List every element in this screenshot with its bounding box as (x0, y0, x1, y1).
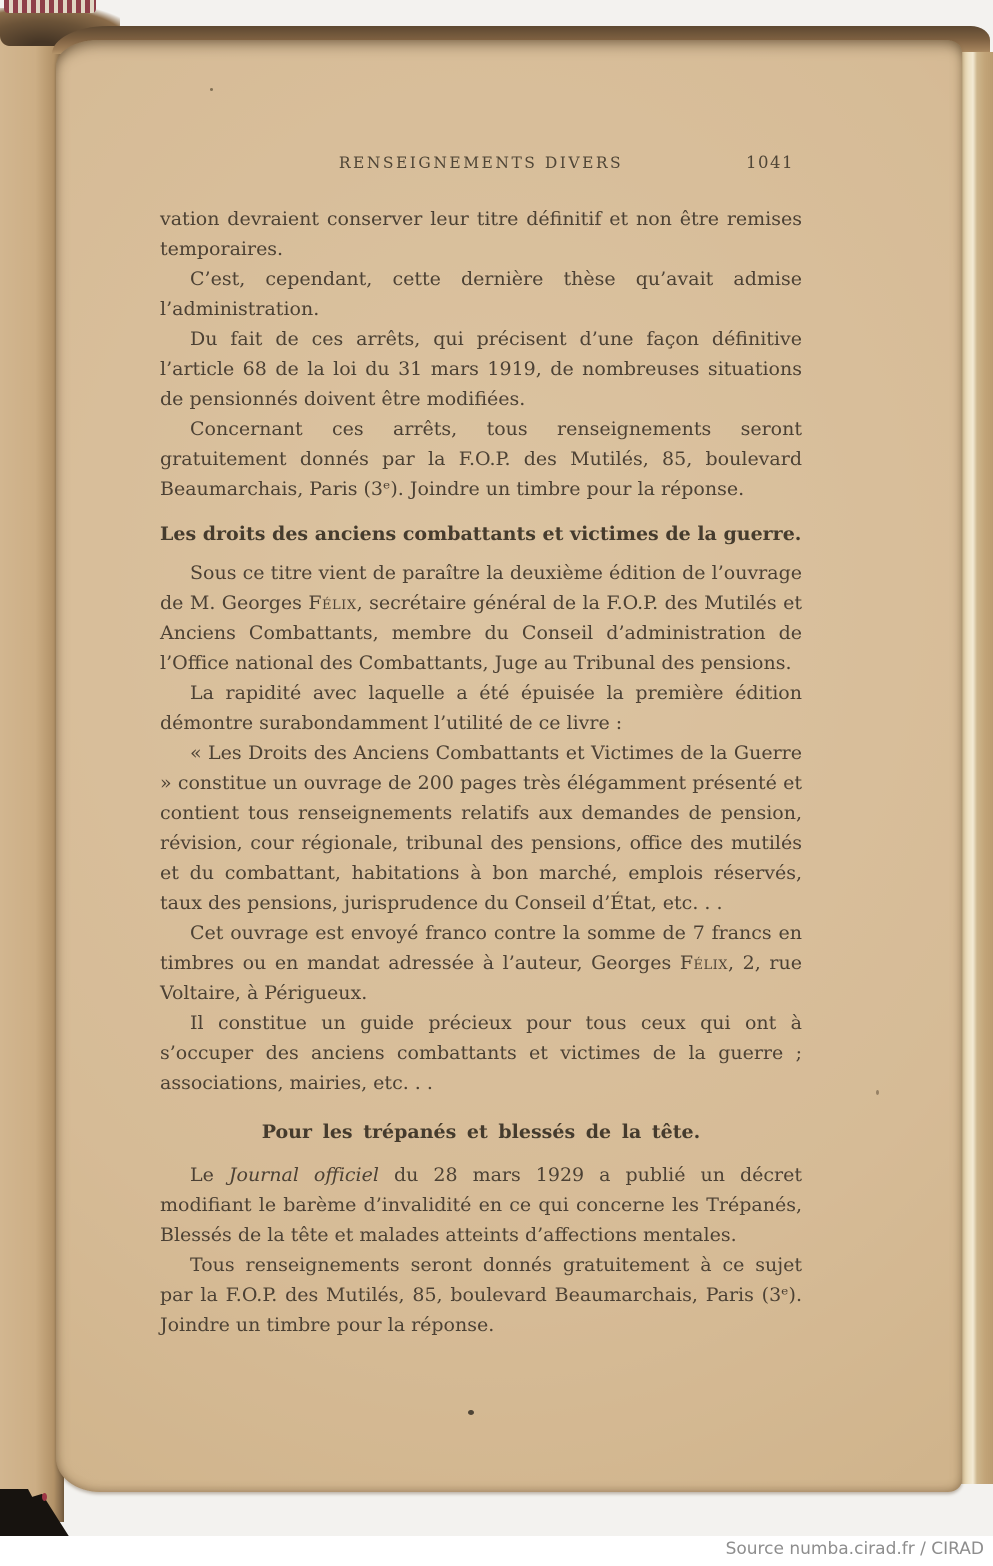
paragraph-sous-part-a: Sous ce titre vient de paraître la deuxième édition de l’ouvrage de M. Georges (160, 562, 802, 614)
journal-officiel-italic: Journal officiel (228, 1164, 379, 1186)
book-headband (4, 0, 96, 13)
paragraph-sous-part-b: , secrétaire général de la F.O.P. des Mutilés et Anciens Combattants, membre du Conseil d’administration de l’Office national des Combattants, Juge au Tribunal des pensions. (160, 592, 803, 674)
left-page-edge (0, 24, 64, 1522)
cover-red-speck (42, 1493, 47, 1501)
paragraph-guide: Il constitue un guide précieux pour tous ceux qui ont à s’occuper des anciens combattants et victimes de la guerre ; associations, mairies, etc. . . (160, 1012, 802, 1094)
paragraph-arrets: Du fait de ces arrêts, qui précisent d’une façon définitive l’article 68 de la loi du 31 mars 1919, de nombreuses situations de pensionnés doivent être modifiées. (160, 328, 802, 410)
paragraph-jo-part-a: Le (190, 1164, 229, 1186)
source-credit: Source numba.cirad.fr / CIRAD (0, 1536, 993, 1566)
running-header (160, 148, 802, 178)
paragraph-envoi (160, 918, 802, 1008)
paragraph-continuation: vation devraient conserver leur titre définitif et non être remises temporaires. (160, 208, 802, 260)
paragraph-envoi-part-a: Cet ouvrage est envoyé franco contre la somme de 7 francs en timbres ou en mandat adressée à l’auteur, Georges (160, 922, 802, 974)
author-name-smallcaps: Félix (308, 592, 357, 614)
paragraph-tous-renseignements: Tous renseignements seront donnés gratuitement à ce sujet par la F.O.P. des Mutilés, 85, boulevard Beaumarchais, Paris (3ᵉ). Joindre un timbre pour la réponse. (160, 1254, 802, 1336)
paragraph-admin: C’est, cependant, cette dernière thèse qu’avait admise l’administration. (160, 268, 802, 320)
running-header-title: RENSEIGNEMENTS DIVERS (338, 154, 624, 172)
ornament-dot (468, 1410, 474, 1415)
paragraph-sous-ce-titre (160, 558, 802, 678)
paragraph-envoi-part-b: , 2, rue Voltaire, à Périgueux. (160, 952, 802, 1004)
section-heading-droits: Les droits des anciens combattants et victimes de la guerre. (160, 523, 802, 545)
author-name-smallcaps: Félix (679, 952, 729, 974)
paper-speck (210, 88, 213, 91)
section-heading-trepanes: Pour les trépanés et blessés de la tête. (261, 1121, 701, 1143)
paper-speck (876, 1090, 879, 1095)
paragraph-journal-officiel (160, 1160, 802, 1250)
page-number: 1041 (746, 153, 794, 172)
paragraph-citation-ouvrage: « Les Droits des Anciens Combattants et Victimes de la Guerre » constitue un ouvrage de 200 pages très élégamment présenté et contient tous renseignements relatifs aux demandes de pension, révision, cour régionale, tribunal des pensions, office des mutilés et du combattant, habitations à bon marché, emplois réservés, taux des pensions, jurisprudence du Conseil d’État, etc. . . (160, 742, 802, 914)
paragraph-jo-part-b: du 28 mars 1929 a publié un décret modifiant le barème d’invalidité en ce qui concerne les Trépanés, Blessés de la tête et malades atteints d’affections mentales. (160, 1164, 802, 1246)
paragraph-concernant: Concernant ces arrêts, tous renseignements seront gratuitement donnés par la F.O.P. des Mutilés, 85, boulevard Beaumarchais, Paris (3ᵉ). Joindre un timbre pour la réponse. (160, 418, 802, 500)
paragraph-rapidite: La rapidité avec laquelle a été épuisée la première édition démontre surabondamment l’utilité de ce livre : (160, 682, 802, 734)
printed-text (160, 148, 802, 1340)
